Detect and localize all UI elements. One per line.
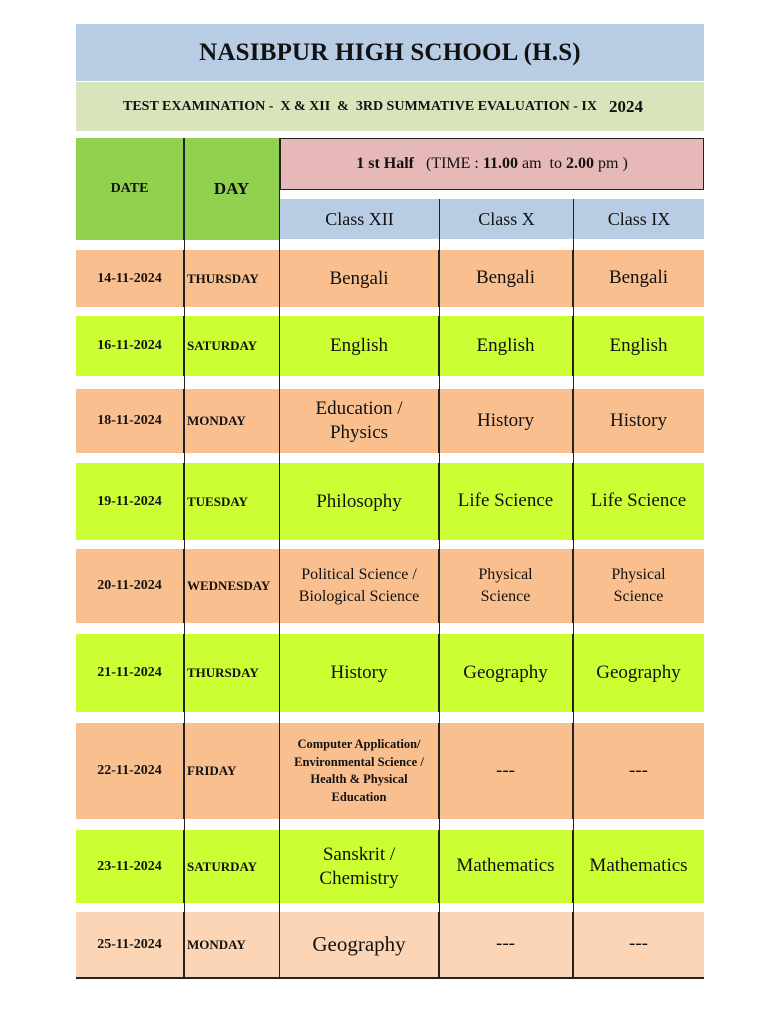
row-class-ix-subject: --- bbox=[629, 759, 648, 781]
row-class-xii-subject: Sanskrit / Chemistry bbox=[280, 830, 439, 903]
header-divider-date bbox=[184, 138, 185, 240]
row-day: THURSDAY bbox=[184, 250, 280, 307]
class-x-header: Class X bbox=[440, 199, 573, 239]
table-row bbox=[76, 723, 704, 819]
table-row bbox=[76, 912, 704, 977]
header-divider-x bbox=[573, 199, 574, 240]
time-mid: am to bbox=[518, 155, 566, 172]
exam-year: 2024 bbox=[608, 96, 643, 116]
class-xii-header: Class XII bbox=[280, 199, 439, 239]
grid-line-date bbox=[184, 240, 185, 977]
row-date: 21-11-2024 bbox=[76, 634, 184, 712]
row-date: 22-11-2024 bbox=[76, 723, 184, 819]
row-class-ix-subject: --- bbox=[629, 933, 648, 955]
day-column-header: DAY bbox=[213, 179, 250, 198]
row-class-ix-subject: Geography bbox=[596, 661, 681, 683]
time-prefix: (TIME : bbox=[426, 155, 483, 172]
row-class-xii-subject: Bengali bbox=[280, 250, 439, 307]
row-class-x-subject: --- bbox=[439, 912, 573, 977]
row-day: MONDAY bbox=[184, 912, 280, 977]
row-class-x-subject: English bbox=[439, 316, 573, 376]
row-class-xii-subject: Political Science / Biological Science bbox=[280, 549, 439, 623]
row-class-ix-subject: Physical Science bbox=[611, 565, 666, 605]
row-date: 14-11-2024 bbox=[76, 250, 184, 307]
table-row bbox=[76, 316, 704, 376]
row-day: MONDAY bbox=[184, 389, 280, 453]
class-ix-header: Class IX bbox=[574, 199, 704, 239]
row-date: 20-11-2024 bbox=[76, 549, 184, 623]
row-class-x-subject: Life Science bbox=[439, 463, 573, 540]
header-divider-xii bbox=[439, 199, 440, 240]
table-row bbox=[76, 389, 704, 453]
school-title: NASIBPUR HIGH SCHOOL (H.S) bbox=[76, 24, 704, 81]
time-start: 11.00 bbox=[482, 155, 518, 172]
row-day: SATURDAY bbox=[184, 830, 280, 903]
row-class-ix-subject: Life Science bbox=[590, 490, 687, 512]
row-class-xii-subject: History bbox=[280, 634, 439, 712]
row-day: WEDNESDAY bbox=[184, 549, 280, 623]
grid-line-day bbox=[279, 138, 280, 977]
date-column-header: DATE bbox=[76, 138, 184, 240]
row-class-x-subject: History bbox=[439, 389, 573, 453]
grid-line-x bbox=[573, 240, 574, 977]
row-class-ix-subject: Mathematics bbox=[589, 855, 688, 877]
row-class-ix-subject: English bbox=[609, 334, 668, 356]
half-label: 1 st Half bbox=[356, 155, 414, 172]
table-bottom-border bbox=[76, 977, 704, 979]
time-suffix: pm ) bbox=[594, 155, 628, 172]
row-class-xii-subject: Education / Physics bbox=[280, 389, 439, 453]
table-row bbox=[76, 634, 704, 712]
row-date: 23-11-2024 bbox=[76, 830, 184, 903]
row-class-xii-subject: Computer Application/ Environmental Science / Health & Physical Education bbox=[280, 723, 439, 819]
row-class-ix-subject: Bengali bbox=[608, 267, 669, 289]
row-class-x-subject: Geography bbox=[439, 634, 573, 712]
row-class-xii-subject: English bbox=[280, 316, 439, 376]
row-date: 25-11-2024 bbox=[76, 912, 184, 977]
grid-line-xii bbox=[439, 240, 440, 977]
row-class-ix-subject: History bbox=[610, 409, 667, 431]
row-date: 19-11-2024 bbox=[76, 463, 184, 540]
row-class-x-subject: Mathematics bbox=[439, 830, 573, 903]
row-class-x-subject: --- bbox=[439, 723, 573, 819]
table-row bbox=[76, 830, 704, 903]
row-class-xii-subject: Philosophy bbox=[280, 463, 439, 540]
row-class-x-subject: Bengali bbox=[439, 250, 573, 307]
row-date: 18-11-2024 bbox=[76, 389, 184, 453]
row-class-x-subject: Physical Science bbox=[439, 549, 573, 623]
exam-subtitle-text: TEST EXAMINATION - X & XII & 3RD SUMMATIVE EVALUATION - IX bbox=[123, 98, 597, 114]
table-row bbox=[76, 250, 704, 307]
exam-subtitle bbox=[76, 82, 704, 131]
row-day: TUESDAY bbox=[184, 463, 280, 540]
table-row bbox=[76, 463, 704, 540]
first-half-time-header bbox=[280, 138, 704, 190]
time-end: 2.00 bbox=[566, 155, 594, 172]
row-day: THURSDAY bbox=[184, 634, 280, 712]
row-day: SATURDAY bbox=[184, 316, 280, 376]
table-row bbox=[76, 549, 704, 623]
row-date: 16-11-2024 bbox=[76, 316, 184, 376]
row-day: FRIDAY bbox=[184, 723, 280, 819]
row-class-xii-subject: Geography bbox=[280, 912, 439, 977]
